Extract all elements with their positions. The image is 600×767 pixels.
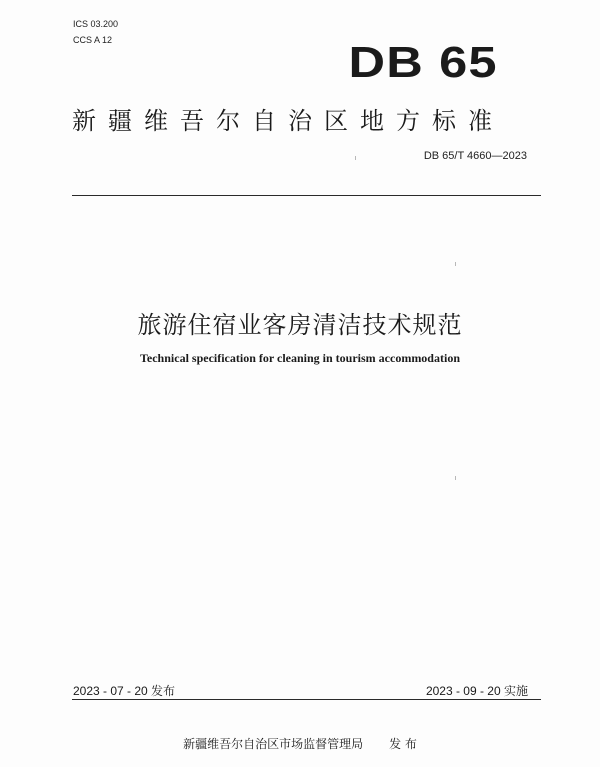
- scan-speck: [455, 476, 456, 480]
- document-title-english: Technical specification for cleaning in tourism accommodation: [140, 351, 460, 365]
- document-title-chinese: 旅游住宿业客房清洁技术规范: [137, 311, 463, 339]
- bottom-divider: [72, 699, 541, 700]
- ics-code: ICS 03.200: [73, 19, 119, 29]
- issuing-authority-line: [0, 735, 600, 752]
- top-divider: [72, 195, 541, 196]
- scan-speck: [455, 262, 456, 266]
- issuing-authority: 新疆维吾尔自治区市场监督管理局: [183, 737, 364, 751]
- release-date: 2023 - 07 - 20 发布: [73, 684, 176, 698]
- classification-codes: [73, 16, 118, 48]
- implementation-date: 2023 - 09 - 20 实施: [425, 684, 528, 698]
- ccs-code: CCS A 12: [73, 35, 113, 45]
- document-number: DB 65/T 4660—2023: [423, 150, 527, 162]
- standard-kind-heading: 新疆维吾尔自治区地方标准: [72, 107, 504, 135]
- scan-speck: [355, 156, 356, 160]
- issuing-action: 发 布: [389, 737, 417, 751]
- db-logo: DB 65: [348, 38, 498, 87]
